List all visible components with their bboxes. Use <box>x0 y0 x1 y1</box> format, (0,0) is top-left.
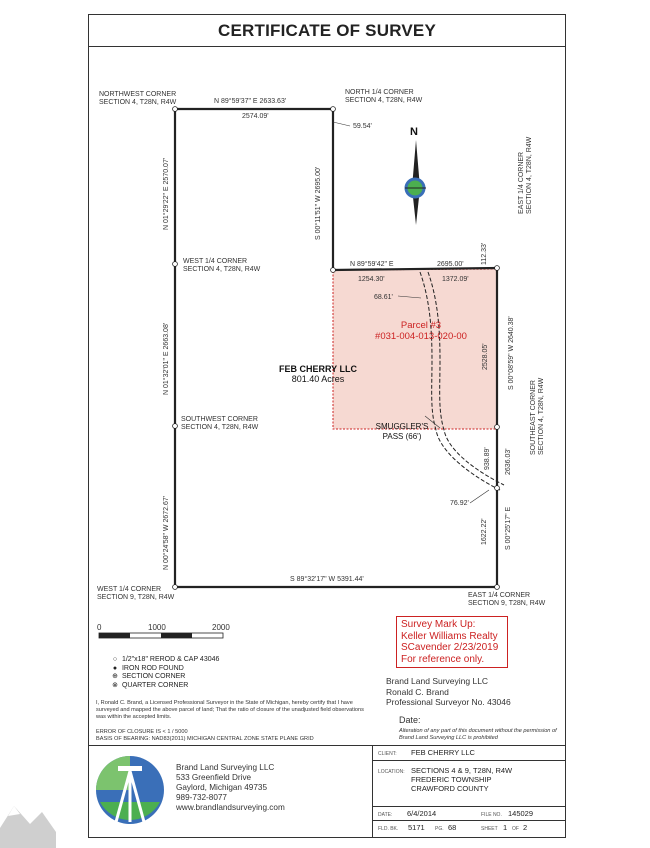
dim-263603: 2636.03' <box>505 448 512 475</box>
date-value: 6/4/2014 <box>407 809 437 818</box>
north-arrow-icon <box>405 140 426 225</box>
divider <box>88 745 566 746</box>
file-value: 145029 <box>508 809 534 818</box>
date-label: Date: <box>399 715 421 725</box>
page-title: CERTIFICATE OF SURVEY <box>88 14 566 47</box>
corner-n14: NORTH 1/4 CORNER SECTION 4, T28N, R4W <box>345 89 423 104</box>
dim-parcel-top-bearing: N 89°59'42" E <box>350 261 394 268</box>
pg-label: PG. <box>435 826 444 832</box>
corner-w14-sec9: WEST 1/4 CORNER SECTION 9, T28N, R4W <box>97 586 175 601</box>
scale-bar <box>99 633 223 638</box>
location-value: SECTIONS 4 & 9, T28N, R4W FREDERIC TOWNSHIP CRAWFORD COUNTY <box>411 766 513 793</box>
parcel-area <box>333 269 497 429</box>
file-label: FILE NO. <box>481 812 502 818</box>
company-info: Brand Land Surveying LLC 533 Greenfield Drive Gaylord, Michigan 49735 989-732-8077 www.brandlandsurveying.com <box>176 763 285 812</box>
sheet-value: 1 <box>503 823 508 832</box>
leader-line <box>470 490 489 503</box>
fld-label: FLD. BK. <box>378 826 399 832</box>
dim-1254: 1254.30' <box>358 276 385 283</box>
corner-se: SOUTHEAST CORNER SECTION 4, T28N, R4W <box>530 377 545 455</box>
dim-parcel-top-total: 2695.00' <box>437 261 464 268</box>
survey-markup-note: Survey Mark Up: Keller Williams Realty SCavender 2/23/2019 For reference only. <box>396 616 508 668</box>
dim-west-line1: N 01°29'22" E 2570.07' <box>163 157 170 230</box>
dim-7692: 76.92' <box>450 500 469 507</box>
fld-value: 5171 <box>408 823 425 832</box>
dim-6861: 68.61' <box>374 294 393 301</box>
sheet-label: SHEET <box>481 826 498 832</box>
legend-item: ⊗ QUARTER CORNER <box>112 681 189 689</box>
dim-top-dist: 2574.09' <box>242 113 269 120</box>
dim-west-line2: N 01°32'01" E 2663.08' <box>163 322 170 395</box>
divider <box>372 820 566 821</box>
corner-e14: EAST 1/4 CORNER SECTION 4, T28N, R4W <box>518 136 533 214</box>
dim-2528: 2528.05' <box>482 343 489 370</box>
dim-east-line2: S 00°25'17" E <box>505 506 512 550</box>
of-value: 2 <box>523 823 528 832</box>
dim-top-bearing: N 89°59'37" E 2633.63' <box>214 98 287 105</box>
dim-11233: 112.33' <box>481 242 488 265</box>
road-label: SMUGGLER'S PASS (66') <box>375 422 429 441</box>
mls-logo-icon <box>0 798 56 848</box>
pg-value: 68 <box>448 823 457 832</box>
surveyor-seal: Brand Land Surveying LLC Ronald C. Brand Professional Surveyor No. 43046 <box>386 676 511 707</box>
dim-1372: 1372.09' <box>442 276 469 283</box>
parcel-label: Parcel #3 #031-004-013-020-00 <box>375 320 467 342</box>
closure-text: ERROR OF CLOSURE IS < 1 / 5000 <box>96 729 188 735</box>
north-label: N <box>410 126 418 138</box>
scale-tick-1000: 1000 <box>148 623 166 632</box>
certification-text: I, Ronald C. Brand, a Licensed Professional Surveyor in the State of Michigan, hereby certify that I have surveyed and mapped the above parcel of land; That the ratio of closure of the unadjusted field observations was within the accepted limits. <box>96 700 364 720</box>
corner-e14-sec9: EAST 1/4 CORNER SECTION 9, T28N, R4W <box>468 592 546 607</box>
scale-tick-0: 0 <box>97 623 102 632</box>
dim-bottom-bearing: S 89°32'17" W 5391.44' <box>290 576 364 583</box>
client-value: FEB CHERRY LLC <box>411 748 475 757</box>
dim-93889: 938.89' <box>484 447 491 470</box>
scale-tick-2000: 2000 <box>212 623 230 632</box>
legend-item: ⊕ SECTION CORNER <box>112 673 186 681</box>
date-field-label: DATE: <box>378 812 393 818</box>
corner-w14: WEST 1/4 CORNER SECTION 4, T28N, R4W <box>183 258 261 273</box>
dim-west-line3: N 00°24'58" W 2672.67' <box>163 495 170 570</box>
company-logo <box>92 752 166 832</box>
legend-item: ● IRON ROD FOUND <box>112 664 184 672</box>
basis-text: BASIS OF BEARING: NAD83(2011) MICHIGAN CENTRAL ZONE STATE PLANE GRID <box>96 736 314 742</box>
divider <box>372 806 566 807</box>
divider <box>372 745 373 838</box>
legend-item: ○ 1/2"x18" REROD & CAP 43046 <box>112 656 220 663</box>
divider <box>372 760 566 761</box>
of-label: OF <box>512 826 519 832</box>
dim-east-line1: S 00°08'59" W 2640.38' <box>508 316 515 390</box>
legend <box>110 656 219 690</box>
dim-north-line: S 00°11'51" W 2695.00' <box>315 166 322 240</box>
owner-label: FEB CHERRY LLC 801.40 Acres <box>278 364 357 384</box>
location-label: LOCATION: <box>378 769 405 775</box>
dim-5954: 59.54' <box>353 123 372 130</box>
client-label: CLIENT: <box>378 751 397 757</box>
corner-sw: SOUTHWEST CORNER SECTION 4, T28N, R4W <box>181 416 259 431</box>
leader-line <box>333 122 350 126</box>
dim-162222: 1622.22' <box>481 518 488 545</box>
alteration-note: Alteration of any part of this document without the permission of Brand Land Surveying LLC is prohibited <box>399 728 557 741</box>
corner-nw: NORTHWEST CORNER SECTION 4, T28N, R4W <box>99 91 177 106</box>
